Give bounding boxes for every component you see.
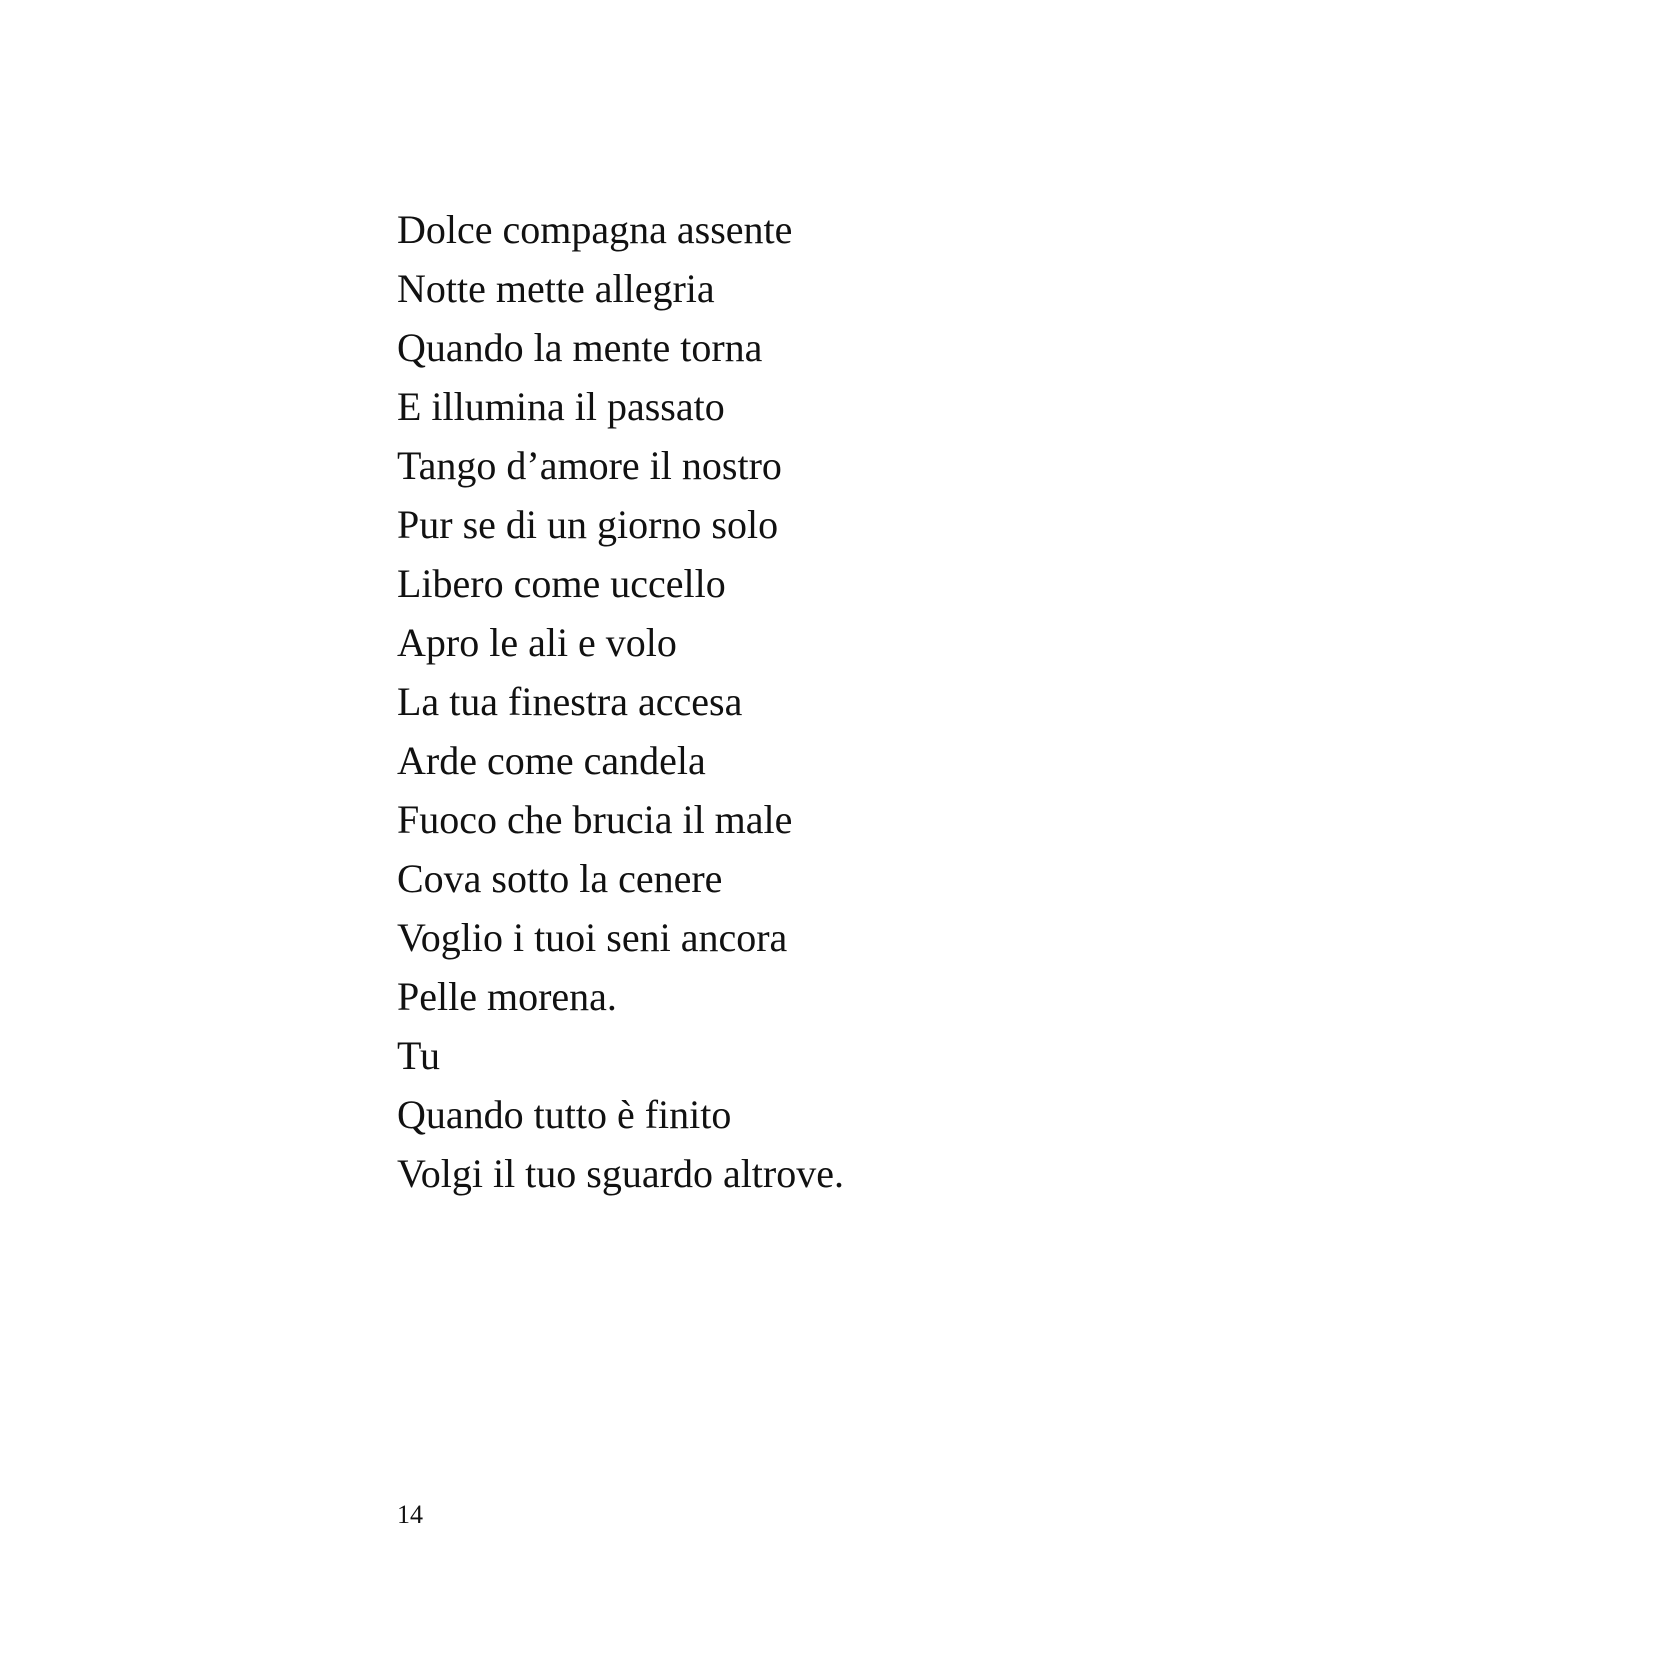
poem-line: Pur se di un giorno solo: [397, 502, 779, 547]
poem-line: Cova sotto la cenere: [397, 856, 723, 901]
poem-line: Volgi il tuo sguardo altrove.: [397, 1151, 844, 1196]
poem-line: Tu: [397, 1033, 441, 1078]
poem-line: Tango d’amore il nostro: [397, 443, 782, 488]
poem-line: Quando tutto è finito: [397, 1092, 732, 1137]
poem-line: Fuoco che brucia il male: [397, 797, 793, 842]
poem-line: E illumina il passato: [397, 384, 725, 429]
poem-line: Pelle morena.: [397, 974, 617, 1019]
poem-line: Arde come candela: [397, 738, 706, 783]
poem: [397, 200, 1297, 1203]
poem-line: Libero come uccello: [397, 561, 726, 606]
poem-line: Notte mette allegria: [397, 266, 715, 311]
poem-line: Quando la mente torna: [397, 325, 763, 370]
poem-line: Voglio i tuoi seni ancora: [397, 915, 788, 960]
poem-line: Dolce compagna assente: [397, 207, 793, 252]
poem-line: La tua finestra accesa: [397, 679, 743, 724]
page-number: 14: [397, 1500, 423, 1529]
poem-line: Apro le ali e volo: [397, 620, 677, 665]
